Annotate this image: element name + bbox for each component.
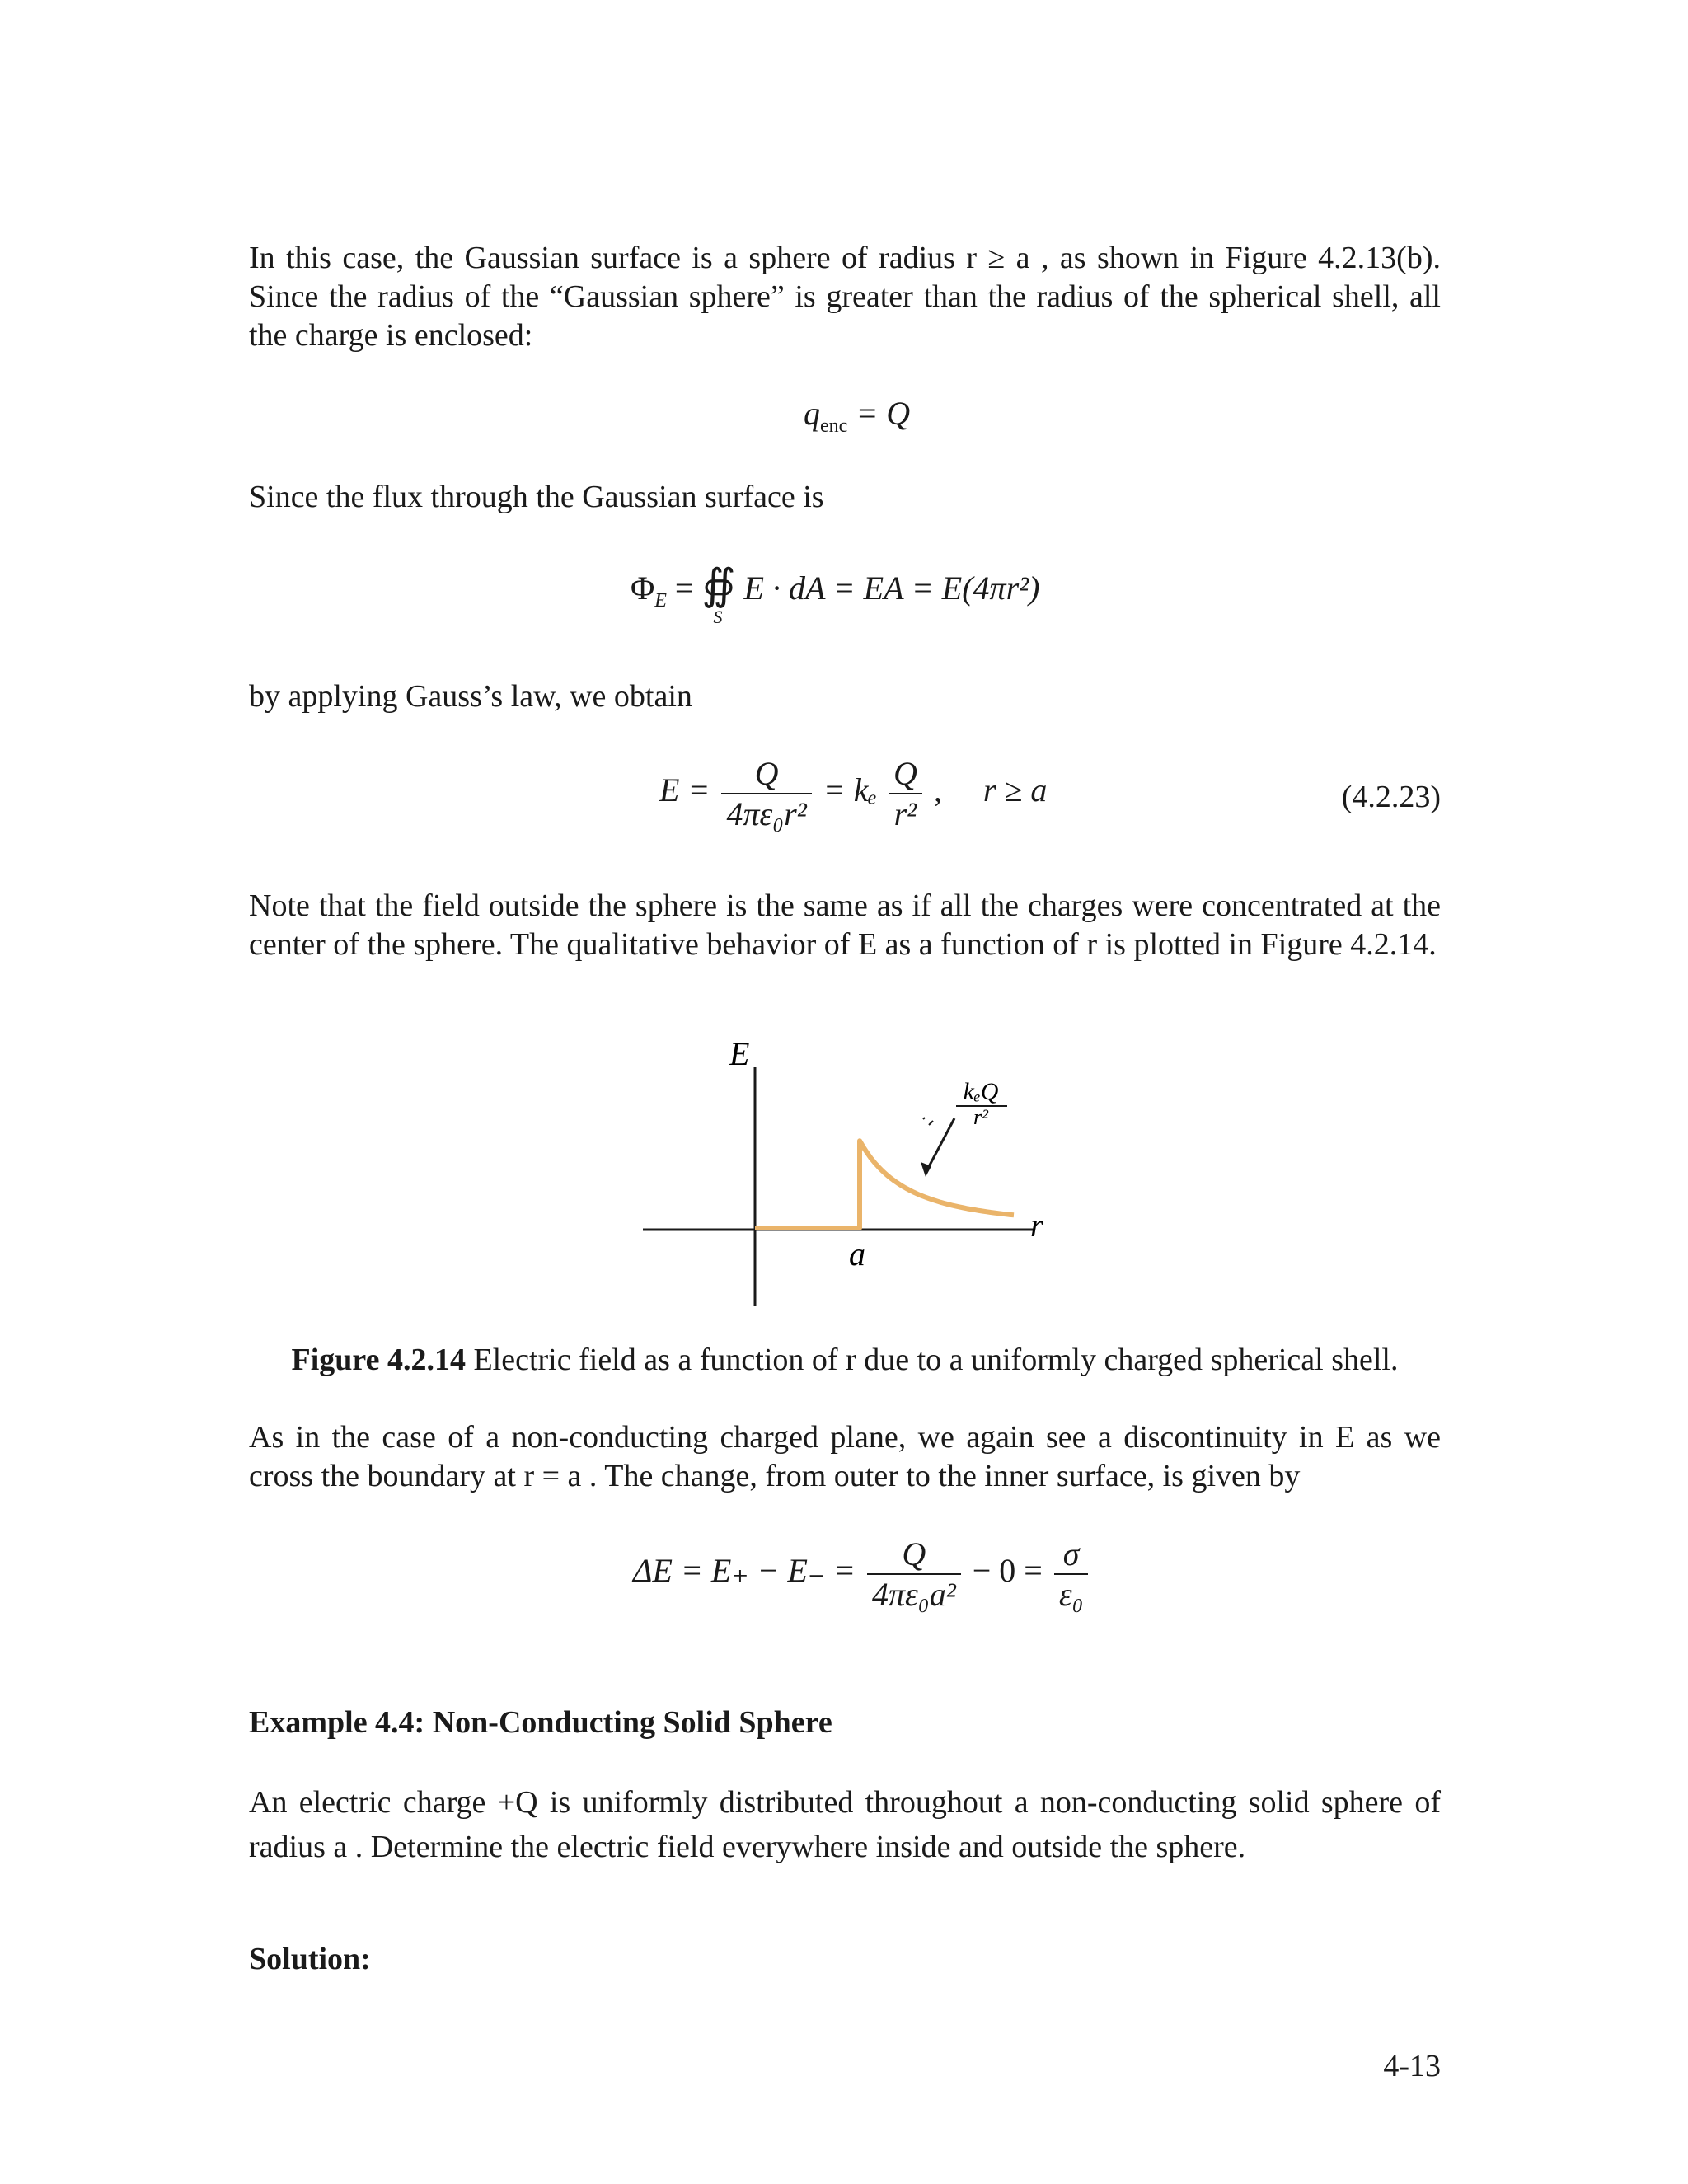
field-curve bbox=[755, 1141, 1014, 1228]
field-plot bbox=[626, 1030, 1088, 1319]
surface-integral-symbol: ∯ S bbox=[701, 562, 736, 627]
delta-fraction-2: $\frac{\sigma}{\text{ε₀}}$ bbox=[1054, 1535, 1089, 1614]
solution-label: Solution: bbox=[249, 1942, 371, 1976]
gauss-law-paragraph: by applying Gauss’s law, we obtain bbox=[249, 679, 692, 714]
y-axis-label: E bbox=[729, 1035, 750, 1072]
annotation-numerator: kₑQ bbox=[963, 1078, 999, 1105]
example-heading: Example 4.4: Non-Conducting Solid Sphere bbox=[249, 1705, 832, 1740]
delta-mid: − 0 = bbox=[972, 1552, 1043, 1590]
qualitative-paragraph: Note that the field outside the sphere is the same as if all the charges were concentrated at the center of the sphere. The qualitative behavior of E as a function of r is plotted in Figure 4.2.14. bbox=[249, 888, 1441, 962]
phi-symbol: Φ bbox=[631, 569, 655, 607]
discontinuity-paragraph: As in the case of a non-conducting charged plane, we again see a discontinuity in E as we cross the boundary at r = a . The change, from outer to the inner surface, is given by bbox=[249, 1420, 1441, 1493]
condition: , r ≥ a bbox=[933, 771, 1048, 809]
field-equation bbox=[659, 754, 1047, 833]
fraction-1: $\frac{Q}{\text{4πε₀r²}}$ bbox=[721, 754, 811, 833]
q-rhs: = Q bbox=[856, 395, 911, 432]
q-subscript: enc bbox=[820, 415, 848, 437]
fraction-2: $\frac{Q}{\text{r²}}$ bbox=[889, 754, 922, 833]
flux-equation: $\Phi_E$ = ∯ S E · dA = EA = E(4πr²) bbox=[631, 562, 1040, 627]
flux-body: E · dA = EA = E(4πr²) bbox=[743, 569, 1040, 607]
flux-intro-paragraph: Since the flux through the Gaussian surface is bbox=[249, 480, 824, 514]
delta-e-lhs: ΔE = E₊ − E₋ = bbox=[633, 1552, 856, 1590]
intro-paragraph: In this case, the Gaussian surface is a sphere of radius r ≥ a , as shown in Figure 4.2.13(b). Since the radius of the “Gaussian sphere” is greater than the radius of the spherical shell, all the charge is enclosed: bbox=[249, 241, 1441, 353]
delta-e-equation bbox=[633, 1535, 1091, 1614]
ke-term: = kₑ bbox=[823, 771, 877, 809]
delta-fraction-1: $\frac{Q}{\text{4πε₀a²}}$ bbox=[867, 1535, 961, 1614]
phi-subscript: E bbox=[654, 590, 667, 612]
tick-label-a: a bbox=[849, 1235, 865, 1272]
x-axis-label: r bbox=[1030, 1207, 1043, 1244]
figure-caption bbox=[249, 1342, 1441, 1378]
q-symbol: q bbox=[804, 395, 820, 432]
caption-text: Electric field as a function of r due to a uniformly charged spherical shell. bbox=[465, 1343, 1399, 1377]
page-number: 4-13 bbox=[1383, 2049, 1441, 2083]
example-paragraph: An electric charge +Q is uniformly distributed throughout a non-conducting solid sphere of radius a . Determine the electric field everywhere inside and outside the sphere. bbox=[249, 1785, 1441, 1864]
annotation-denominator: r² bbox=[973, 1105, 988, 1129]
integral-subscript: S bbox=[713, 607, 723, 627]
enclosed-charge-equation bbox=[804, 394, 910, 438]
equation-number: (4.2.23) bbox=[1341, 780, 1441, 814]
e-lhs: E = bbox=[659, 771, 710, 809]
annotation-arrow bbox=[929, 1121, 933, 1125]
caption-label: Figure 4.2.14 bbox=[291, 1343, 466, 1377]
